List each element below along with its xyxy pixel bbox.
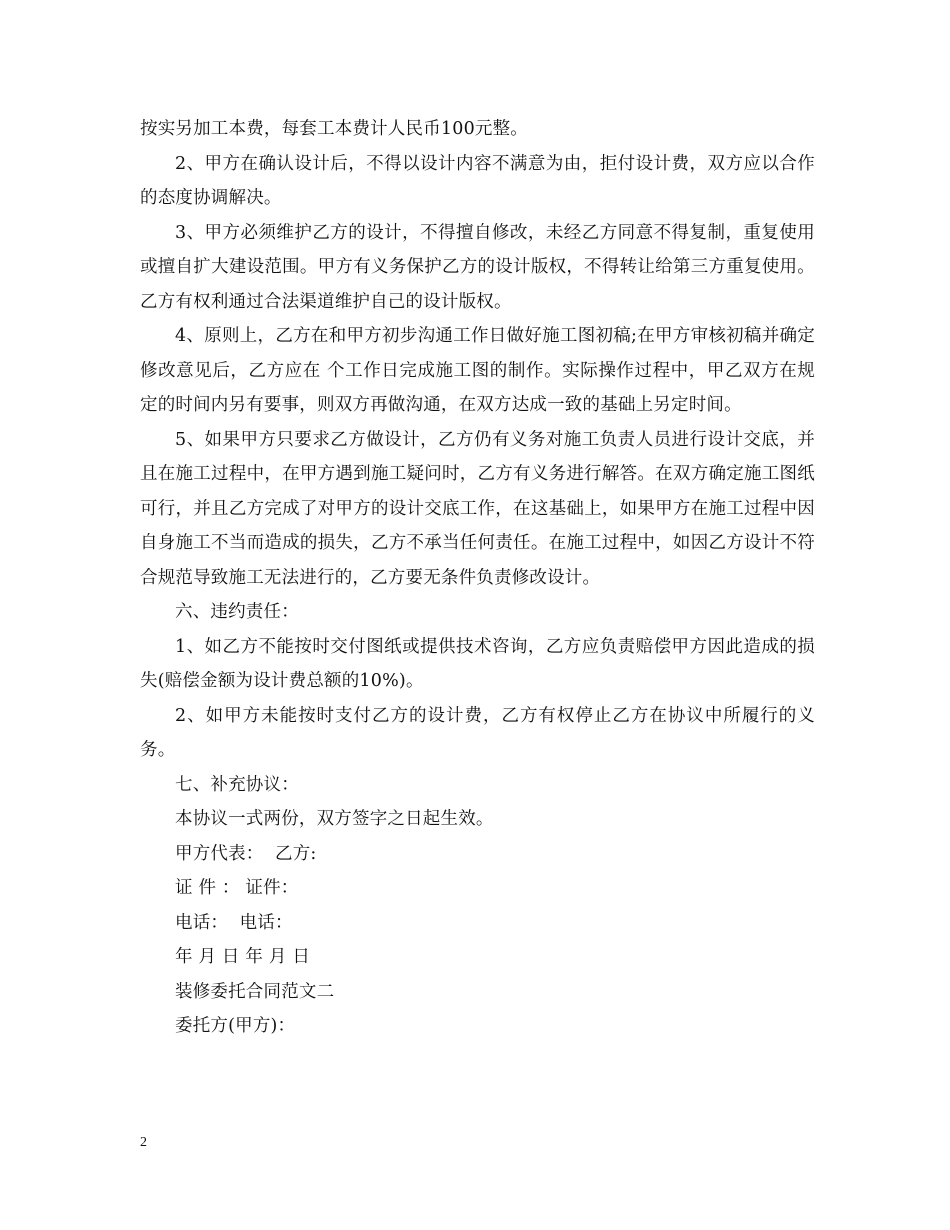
paragraph: 委托方(甲方)：	[175, 1016, 296, 1036]
paragraph: 按实另加工本费，每套工本费计人民币100元整。	[140, 119, 529, 139]
signature-line: 甲方代表： 乙方:	[175, 843, 317, 864]
section-heading: 七、补充协议：	[175, 774, 299, 795]
page-number: 2	[140, 1135, 147, 1150]
signature-line: 证 件 ： 证件：	[175, 878, 299, 898]
paragraph: 2、甲方在确认设计后，不得以设计内容不满意为由，拒付设计费，双方应以合作的态度协调解决。	[140, 153, 815, 208]
section-heading: 六、违约责任：	[175, 602, 299, 622]
paragraph: 1、如乙方不能按时交付图纸或提供技术咨询，乙方应负责赔偿甲方因此造成的损失(赔偿金额为设计费总额的10%)。	[140, 636, 815, 691]
paragraph: 本协议一式两份，双方签字之日起生效。	[175, 809, 494, 829]
paragraph: 3、甲方必须维护乙方的设计，不得擅自修改，未经乙方同意不得复制，重复使用或擅自扩大建设范围。甲方有义务保护乙方的设计版权，不得转让给第三方重复使用。乙方有权利通过合法渠道维护自己的设计版权。	[140, 222, 815, 312]
document-body	[140, 112, 815, 1044]
paragraph: 5、如果甲方只要求乙方做设计，乙方仍有义务对施工负责人员进行设计交底，并且在施工过程中，在甲方遇到施工疑问时，乙方有义务进行解答。在双方确定施工图纸可行，并且乙方完成了对甲方的设计交底工作，在这基础上，如果甲方在施工过程中因自身施工不当而造成的损失，乙方不承当任何责任。在施工过程中，如因乙方设计不符合规范导致施工无法进行的，乙方要无条件负责修改设计。	[140, 429, 815, 588]
paragraph: 2、如甲方未能按时支付乙方的设计费，乙方有权停止乙方在协议中所履行的义务。	[140, 705, 815, 760]
signature-line: 电话： 电话：	[175, 912, 293, 933]
date-line: 年 月 日 年 月 日	[175, 947, 311, 967]
paragraph: 4、原则上，乙方在和甲方初步沟通工作日做好施工图初稿;在甲方审核初稿并确定修改意见后，乙方应在 个工作日完成施工图的制作。实际操作过程中，甲乙双方在规定的时间内另有要事，则双方再做沟通，在双方达成一致的基础上另定时间。	[140, 326, 815, 415]
document-subtitle: 装修委托合同范文二	[175, 981, 335, 1002]
